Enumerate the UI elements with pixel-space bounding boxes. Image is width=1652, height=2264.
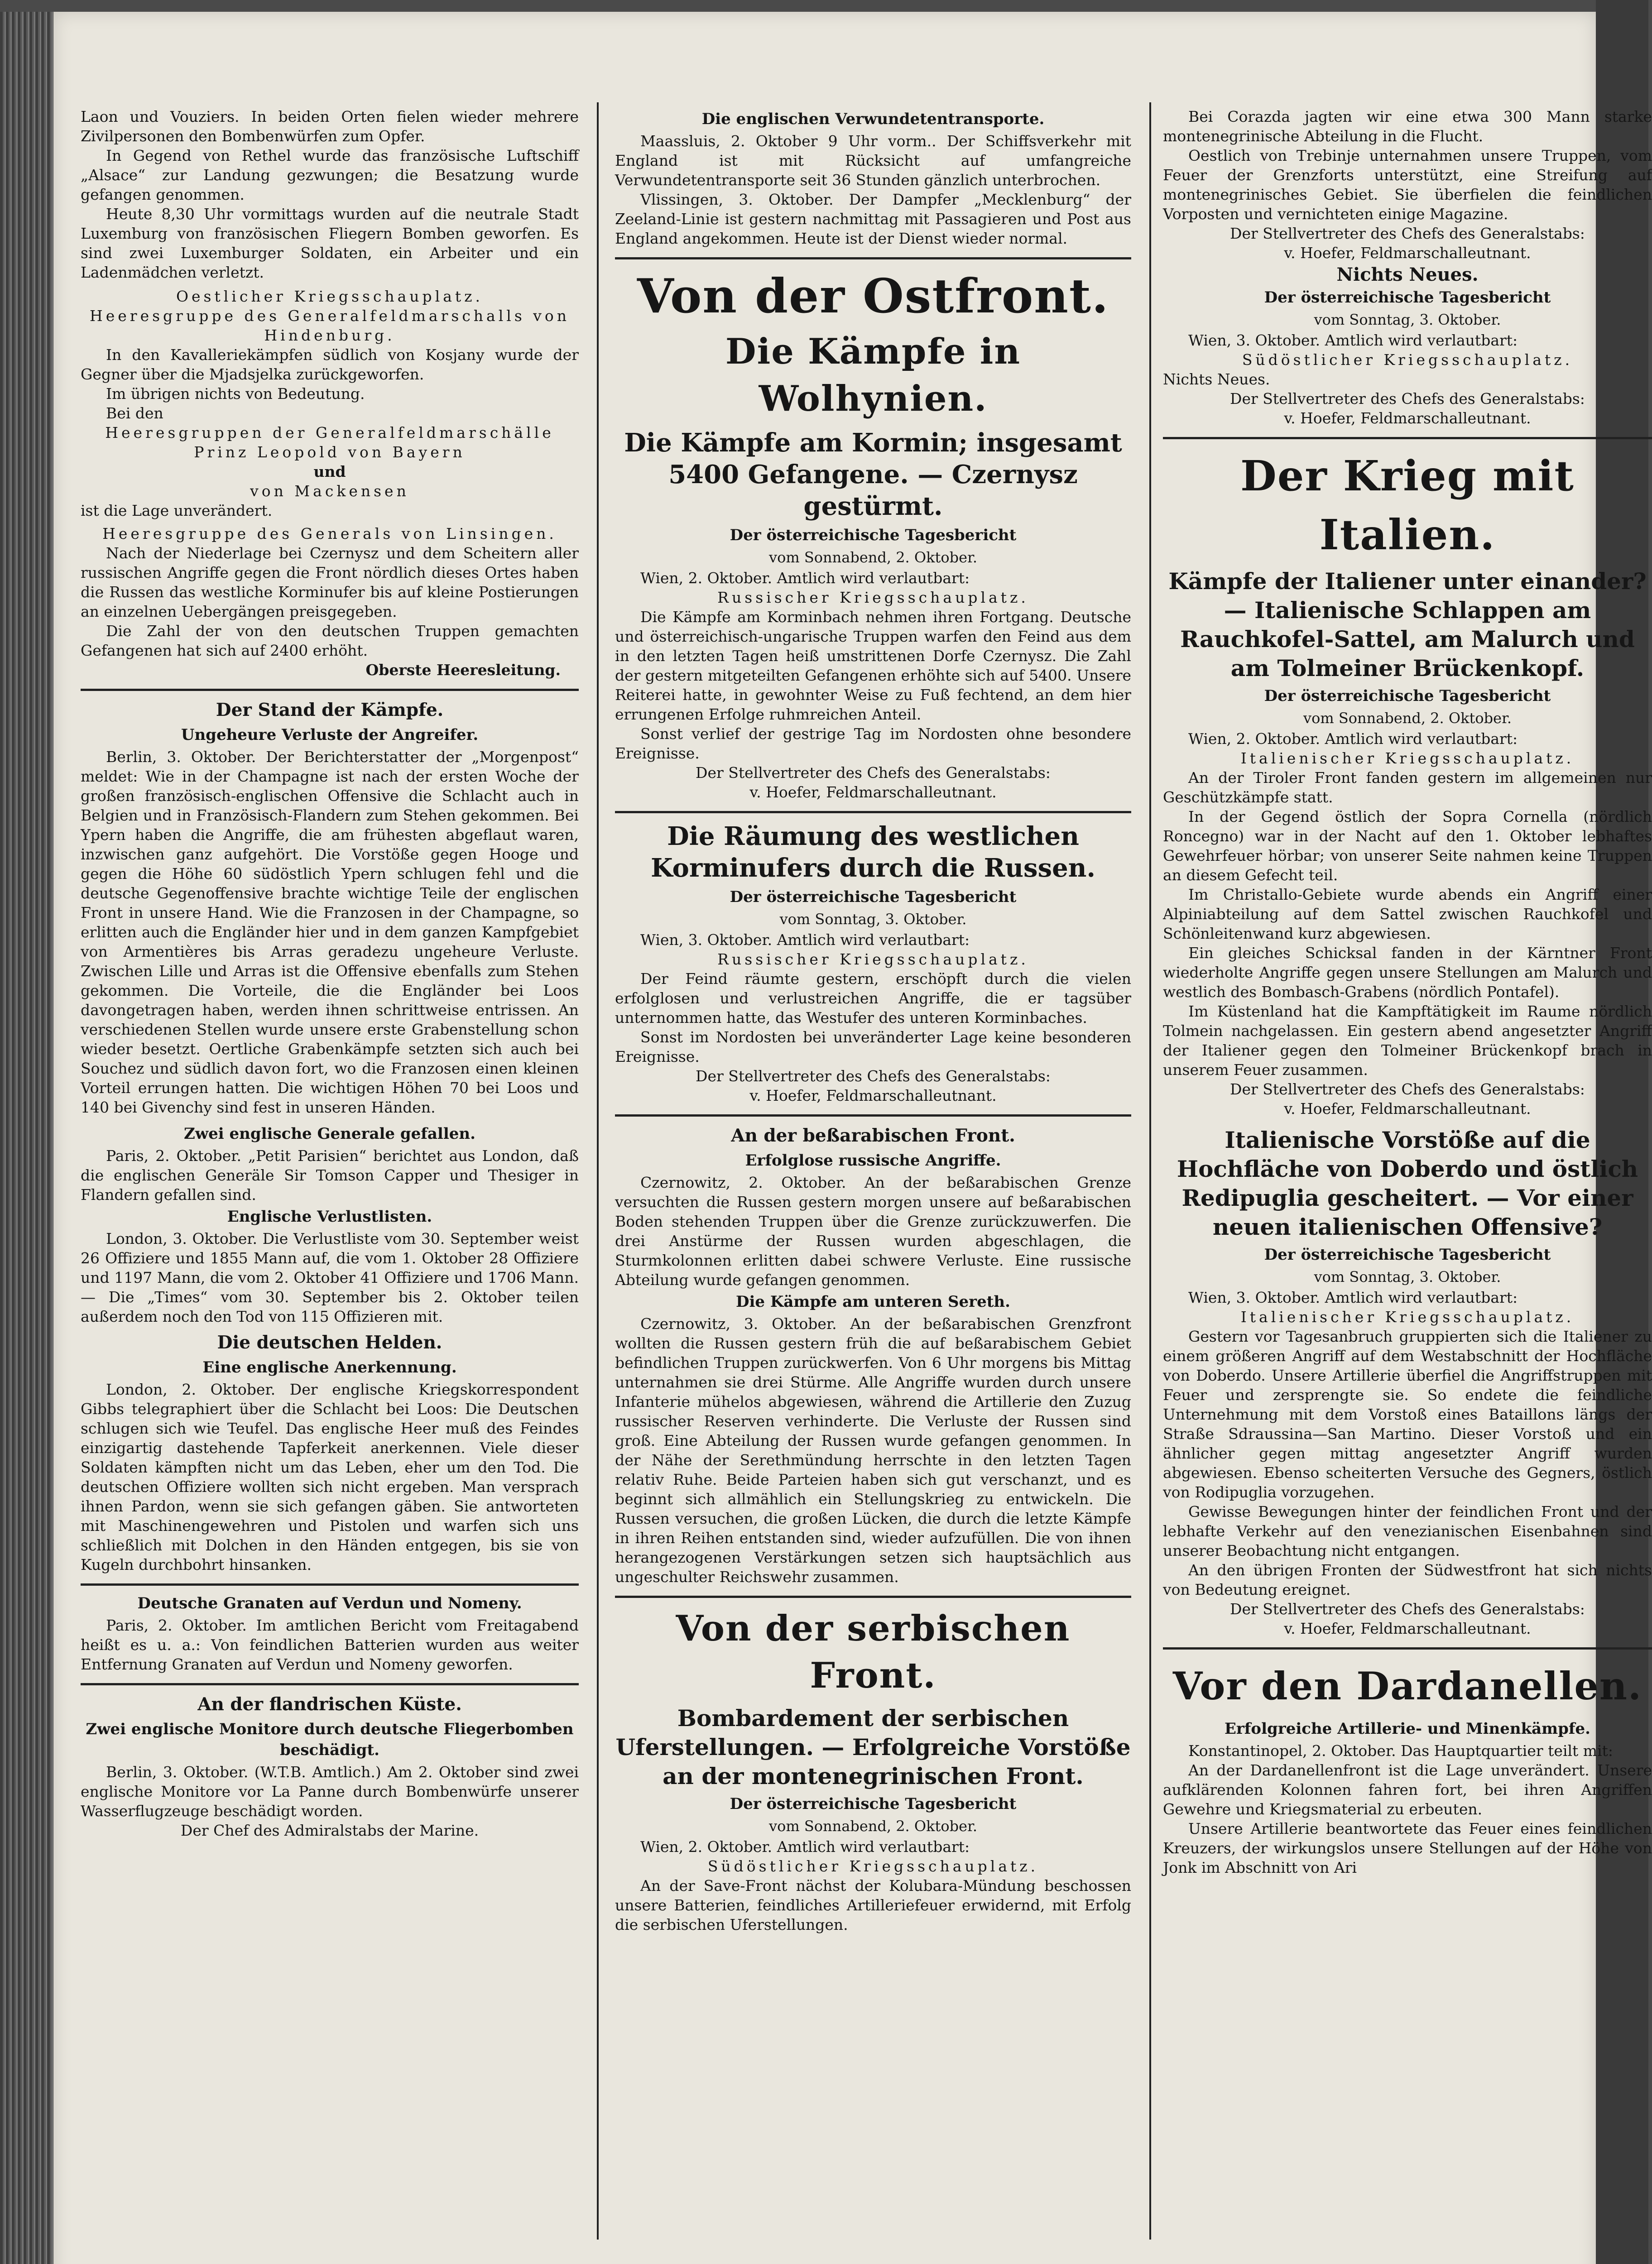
paragraph: In den Kavalleriekämpfen südlich von Kosjany wurde der Gegner über die Mjadsjelka zurückgeworfen. (81, 346, 579, 383)
divider (1163, 437, 1652, 439)
article-subtitle: Erfolgreiche Artillerie- und Minenkämpfe. (1224, 1720, 1591, 1738)
theater-heading: Italienischer Kriegsschauplatz. (1240, 1308, 1575, 1326)
theater-heading: Russischer Kriegsschauplatz. (717, 589, 1029, 606)
main-headline: Vor den Dardanellen. (1172, 1664, 1642, 1708)
lead-headline: Die Räumung des westlichen Korminufers durch die Russen. (651, 821, 1095, 883)
article-title: Die deutschen Helden. (217, 1332, 442, 1353)
divider (81, 1583, 579, 1586)
dateline: Wien, 2. Oktober. Amtlich wird verlautbart: (1188, 730, 1518, 748)
report-date: vom Sonntag, 3. Oktober. (1314, 1268, 1501, 1285)
section-heading: von Mackensen (250, 482, 409, 500)
signature: v. Hoefer, Feldmarschalleutnant. (1284, 244, 1531, 262)
main-headline: Von der serbischen Front. (676, 1608, 1071, 1696)
article-subtitle: Zwei englische Monitore durch deutsche Fliegerbomben beschädigt. (86, 1720, 574, 1759)
section-heading: Oestlicher Kriegsschauplatz. (176, 288, 484, 305)
main-headline: Von der Ostfront. (637, 268, 1109, 324)
report-heading: Der österreichische Tagesbericht (730, 888, 1017, 906)
notice: Nichts Neues. (1336, 264, 1479, 285)
report-heading: Der österreichische Tagesbericht (730, 526, 1017, 544)
report-date: vom Sonnabend, 2. Oktober. (768, 549, 978, 566)
report-heading: Der österreichische Tagesbericht (730, 1795, 1017, 1813)
paragraph: Nach der Niederlage bei Czernysz und dem Scheitern aller russischen Angriffe gegen die Front nördlich dieses Ortes haben die Russen das westliche Korminufer bis auf kleine Postierungen an einzelnen Uebergängen preisgegeben. (81, 544, 579, 620)
paragraph: Bei den (106, 404, 163, 422)
paragraph: Heute 8,30 Uhr vormittags wurden auf die neutrale Stadt Luxemburg von französischen Fliegern Bomben geworfen. Es sind zwei Luxemburger Soldaten, ein Arbeiter und ein Ladenmädchen verletzt. (81, 205, 579, 281)
signature: v. Hoefer, Feldmarschalleutnant. (1284, 1100, 1531, 1118)
binding-gutter (0, 12, 53, 2264)
signature: Der Stellvertreter des Chefs des Generalstabs: (1230, 225, 1585, 242)
column-1 (81, 107, 579, 2262)
paragraph: Der Feind räumte gestern, erschöpft durch die vielen erfolglosen und verlustreichen Angriffe, die er tagsüber unternommen hatte, das Westufer des unteren Korminbaches. (615, 970, 1131, 1026)
paragraph: Sonst verlief der gestrige Tag im Nordosten ohne besondere Ereignisse. (615, 725, 1131, 762)
signature: Der Stellvertreter des Chefs des Generalstabs: (1230, 390, 1585, 408)
section-heading: Heeresgruppen der Generalfeldmarschälle Prinz Leopold von Bayern (105, 424, 554, 461)
paragraph: In der Gegend östlich der Sopra Cornella (nördlich Roncegno) war in der Nacht auf den 1. Oktober lebhaftes Gewehrfeuer hörbar; von unserer Seite nahmen keine Truppen an diesem Gefecht teil. (1163, 808, 1652, 884)
paragraph: Sonst im Nordosten bei unveränderter Lage keine besonderen Ereignisse. (615, 1028, 1131, 1065)
dateline: Wien, 3. Oktober. Amtlich wird verlautbart: (1188, 1289, 1518, 1306)
paragraph: An der Dardanellenfront ist die Lage unverändert. Unsere aufklärenden Kolonnen fahren fort, bei ihren Angriffen Gewehre und Kriegsmaterial zu erbeuten. (1163, 1761, 1652, 1818)
section-headline: Die Kämpfe in Wolhynien. (725, 331, 1021, 419)
paragraph: Berlin, 3. Oktober. (W.T.B. Amtlich.) Am 2. Oktober sind zwei englische Monitore vor La Panne durch Bombenwürfe unserer Wasserflugzeuge beschädigt worden. (81, 1763, 579, 1820)
lead-headline: Italienische Vorstöße auf die Hochfläche von Doberdo und östlich Redipuglia gescheitert. — Vor einer neuen italienischen Offensive? (1177, 1127, 1638, 1240)
paragraph: Gestern vor Tagesanbruch gruppierten sich die Italiener zu einem größeren Angriff auf dem Westabschnitt der Hochfläche von Doberdo. Unsere Artillerie überfiel die Angriffstruppen mit Feuer und zersprengte sie. So endete die feindliche Unternehmung mit dem Vorstoß eines Bataillons längs der Straße Sdraussina—San Martino. Dieser Vorstoß und ein ähnlicher gegen mittag angesetzter Angriff wurden abgewiesen. Ebenso scheiterten Versuche des Gegners, östlich von Rodipuglia vorzugehen. (1163, 1328, 1652, 1501)
lead-headline: Bombardement der serbischen Uferstellungen. — Erfolgreiche Vorstöße an der montenegrinischen Front. (615, 1705, 1131, 1789)
dateline: Wien, 2. Oktober. Amtlich wird verlautbart: (640, 569, 970, 587)
article-subtitle: Ungeheure Verluste der Angreifer. (181, 726, 479, 744)
signature: Der Stellvertreter des Chefs des Generalstabs: (696, 764, 1051, 782)
paragraph: Nichts Neues. (1163, 370, 1270, 388)
paragraph: Czernowitz, 3. Oktober. An der beßarabischen Grenzfront wollten die Russen gestern früh die auf beßarabischem Gebiet befindlichen Truppen zurückwerfen. Von 6 Uhr morgens bis Mittag unternahmen sie drei Stürme. Alle Angriffe wurden durch unsere Infanterie mühelos abgewiesen, während die Artillerie den Zuzug russischer Reserven verhinderte. Die Verluste der Russen sind groß. Eine Abteilung der Russen wurde gefangen genommen. In der Nähe der Serethmündung herrschte in den letzten Tagen relativ Ruhe. Beide Parteien haben sich gut verschanzt, und es beginnt sich allmählich ein Stellungskrieg zu entwickeln. Die Russen versuchen, die großen Lücken, die durch die letzte Kämpfe in ihren Reihen entstanden sind, wieder aufzufüllen. Die von ihnen herangezogenen Verstärkungen setzen sich hauptsächlich aus ungeschulter Reichswehr zusammen. (615, 1315, 1131, 1586)
paragraph: Die Zahl der von den deutschen Truppen gemachten Gefangenen hat sich auf 2400 erhöht. (81, 622, 579, 659)
paragraph: ist die Lage unverändert. (81, 502, 273, 519)
signature: Der Chef des Admiralstabs der Marine. (180, 1822, 479, 1839)
paragraph: London, 2. Oktober. Der englische Kriegskorrespondent Gibbs telegraphiert über die Schlacht bei Loos: Die Deutschen schlugen sich wie Teufel. Das englische Heer muß des Feindes einzigartig dastehende Tapferkeit anerkennen. Viele dieser Soldaten kämpften nicht um das Leben, eher um den Tod. Die deutschen Offiziere wollten sich nicht ergeben. Man versprach ihnen Pardon, wenn sie sich gefangen gäben. Sie antworteten mit Maschinengewehren und Pistolen und warfen sich uns schließlich mit Dolchen in den Händen entgegen, bis sie von Kugeln durchbohrt hinsanken. (81, 1381, 579, 1573)
article-title: Englische Verlustlisten. (227, 1208, 432, 1226)
divider (1163, 1647, 1652, 1650)
paragraph: Unsere Artillerie beantwortete das Feuer eines feindlichen Kreuzers, der wirkungslos unsere Stellungen auf der Höhe von Jonk im Abschnitt von Ari (1163, 1820, 1652, 1876)
signature: v. Hoefer, Feldmarschalleutnant. (749, 783, 997, 801)
paragraph: Im übrigen nichts von Bedeutung. (106, 385, 365, 403)
report-date: vom Sonntag, 3. Oktober. (1314, 311, 1501, 328)
signature: Der Stellvertreter des Chefs des Generalstabs: (1230, 1600, 1585, 1618)
divider (615, 811, 1131, 813)
signature: Oberste Heeresleitung. (365, 661, 561, 679)
article-title: Der Stand der Kämpfe. (216, 700, 444, 720)
theater-heading: Südöstlicher Kriegsschauplatz. (1242, 351, 1573, 369)
divider (615, 1114, 1131, 1117)
section-heading: Heeresgruppe des Generals von Linsingen. (102, 525, 557, 542)
article-title: An der beßarabischen Front. (731, 1125, 1015, 1146)
paragraph: Czernowitz, 2. Oktober. An der beßarabischen Grenze versuchten die Russen gestern morgen unsere auf beßarabischen Boden stehenden Truppen über die Grenze zurückzuwerfen. Die drei Anstürme der Russen wurden abgeschlagen, die Sturmkolonnen erlitten dabei schwere Verluste. Eine russische Abteilung wurde gefangen genommen. (615, 1174, 1131, 1289)
divider (615, 1596, 1131, 1598)
column-rule (1149, 102, 1151, 2240)
paragraph: Maassluis, 2. Oktober 9 Uhr vorm.. Der Schiffsverkehr mit England ist mit Rücksicht auf umfangreiche Verwundetentransporte seit 36 Stunden gänzlich unterbrochen. (615, 132, 1131, 189)
dateline: Wien, 3. Oktober. Amtlich wird verlautbart: (640, 931, 970, 949)
paragraph: Konstantinopel, 2. Oktober. Das Hauptquartier teilt mit: (1188, 1742, 1614, 1760)
paragraph: Im Christallo-Gebiete wurde abends ein Angriff einer Alpiniabteilung auf dem Sattel zwischen Rauchkofel und Schönleitenwand kurz abgewiesen. (1163, 886, 1652, 942)
divider (615, 257, 1131, 259)
column-3 (1163, 107, 1652, 2264)
lead-headline: Die Kämpfe am Kormin; insgesamt 5400 Gefangene. — Czernysz gestürmt. (624, 428, 1122, 521)
report-heading: Der österreichische Tagesbericht (1264, 687, 1551, 705)
section-heading: Heeresgruppe des Generalfeldmarschalls von Hindenburg. (89, 307, 570, 344)
signature: v. Hoefer, Feldmarschalleutnant. (1284, 409, 1531, 427)
paragraph: An den übrigen Fronten der Südwestfront hat sich nichts von Bedeutung ereignet. (1163, 1561, 1652, 1598)
article-title: Die englischen Verwundetentransporte. (701, 110, 1045, 128)
dateline: Wien, 3. Oktober. Amtlich wird verlautbart: (1188, 331, 1518, 349)
paragraph: An der Tiroler Front fanden gestern im allgemeinen nur Geschützkämpfe statt. (1163, 769, 1652, 806)
main-headline: Der Krieg mit Italien. (1240, 451, 1575, 559)
column-2 (615, 107, 1131, 2264)
signature: v. Hoefer, Feldmarschalleutnant. (749, 1087, 997, 1104)
report-date: vom Sonntag, 3. Oktober. (779, 911, 967, 928)
signature: Der Stellvertreter des Chefs des Generalstabs: (1230, 1080, 1585, 1098)
report-date: vom Sonnabend, 2. Oktober. (768, 1818, 978, 1835)
section-heading: und (313, 463, 346, 480)
theater-heading: Italienischer Kriegsschauplatz. (1240, 749, 1575, 767)
paragraph: Im Küstenland hat die Kampftätigkeit im Raume nördlich Tolmein nachgelassen. Ein gestern abend angesetzter Angriff der Italiener gegen den Tolmeiner Brückenkopf brach in unserem Feuer zusammen. (1163, 1002, 1652, 1079)
article-title: Deutsche Granaten auf Verdun und Nomeny. (137, 1594, 522, 1612)
paragraph: Die Kämpfe am Korminbach nehmen ihren Fortgang. Deutsche und österreichisch-ungarische Truppen warfen den Feind aus dem in den letzten Tagen heiß umstrittenen Dorfe Czernysz. Die Zahl der gestern mitgeteilten Gefangenen erhöhte sich auf 5400. Unsere Reiterei hatte, in gewohnter Weise zu Fuß fechtend, an dem hier errungenen Erfolge ruhmreichen Anteil. (615, 608, 1131, 723)
article-subtitle: Eine englische Anerkennung. (202, 1358, 457, 1377)
lead-headline: Kämpfe der Italiener unter einander? — Italienische Schlappen am Rauchkofel-Sattel, am Malurch und am Tolmeiner Brückenkopf. (1168, 568, 1647, 681)
newspaper-page (53, 12, 1652, 2264)
report-date: vom Sonnabend, 2. Oktober. (1303, 710, 1512, 727)
paragraph: Paris, 2. Oktober. Im amtlichen Bericht vom Freitagabend heißt es u. a.: Von feindlichen Batterien wurden aus weiter Entfernung Granaten auf Verdun und Nomeny geworfen. (81, 1616, 579, 1673)
article-title: An der flandrischen Küste. (197, 1694, 462, 1715)
paragraph: Paris, 2. Oktober. „Petit Parisien“ berichtet aus London, daß die englischen Generäle Sir Tomson Capper und Thesiger in Flandern gefallen sind. (81, 1147, 579, 1204)
signature: Der Stellvertreter des Chefs des Generalstabs: (696, 1067, 1051, 1085)
paragraph: Oestlich von Trebinje unternahmen unsere Truppen, vom Feuer der Grenzforts unterstützt, eine Streifung auf montenegrinisches Gebiet. Sie überfielen die feindlichen Vorposten und vernichteten einige Magazine. (1163, 147, 1652, 223)
article-subtitle: Erfolglose russische Angriffe. (745, 1151, 1001, 1170)
paragraph: Ein gleiches Schicksal fanden in der Kärntner Front wiederholte Angriffe gegen unsere Stellungen am Malurch und westlich des Bombasch-Grabens (nördlich Pontafel). (1163, 944, 1652, 1001)
divider (81, 689, 579, 691)
theater-heading: Südöstlicher Kriegsschauplatz. (707, 1857, 1039, 1875)
divider (81, 1683, 579, 1685)
paragraph: Gewisse Bewegungen hinter der feindlichen Front und der lebhafte Verkehr auf den venezianischen Eisenbahnen sind unserer Beobachtung nicht entgangen. (1163, 1503, 1652, 1559)
report-heading: Der österreichische Tagesbericht (1264, 288, 1551, 307)
report-heading: Der österreichische Tagesbericht (1264, 1246, 1551, 1264)
paragraph: Bei Corazda jagten wir eine etwa 300 Mann starke montenegrinische Abteilung in die Flucht. (1163, 108, 1652, 145)
signature: v. Hoefer, Feldmarschalleutnant. (1284, 1620, 1531, 1637)
column-rule (597, 102, 599, 2240)
paragraph: London, 3. Oktober. Die Verlustliste vom 30. September weist 26 Offiziere und 1855 Mann auf, die vom 1. Oktober 28 Offiziere und 1197 Mann, die vom 2. Oktober 41 Offiziere und 1706 Mann. — Die „Times“ vom 30. September bis 2. Oktober teilen außerdem noch den Tod von 115 Offizieren mit. (81, 1230, 579, 1325)
paragraph: An der Save-Front nächst der Kolubara-Mündung beschossen unsere Batterien, feindliches Artilleriefeuer erwidernd, mit Erfolg die serbischen Uferstellungen. (615, 1877, 1131, 1933)
paragraph: Berlin, 3. Oktober. Der Berichterstatter der „Morgenpost“ meldet: Wie in der Champagne ist nach der ersten Woche der großen französisch-englischen Offensive die Schlacht auch in Belgien und in Französisch-Flandern zum Stehen gekommen. Bei Ypern haben die Angriffe, die am frühesten abgeflaut waren, inzwischen ganz aufgehört. Die Vorstöße gegen Hooge und gegen die Höhe 60 südöstlich Ypern schlugen fehl und die deutsche Gegenoffensive brachte wichtige Teile der englischen Front in unsere Hand. Wie die Franzosen in der Champagne, so erlitten auch die Engländer hier und in dem ganzen Kampfgebiet von Armentières bis Arras geradezu ungeheure Verluste. Zwischen Lille und Arras ist die Offensive ebenfalls zum Stehen gekommen. Die Vorteile, die die Engländer bei Loos davongetragen haben, werden ihnen schrittweise entrissen. An verschiedenen Stellen wurde unsere erste Grabenstellung schon wieder besetzt. Oertliche Grabenkämpfe setzten sich auch bei Souchez und südlich davon fort, wo die Franzosen einen kleinen Vorteil errungen hatten. Die wichtigen Höhen 70 bei Loos und 140 bei Givenchy sind fest in unseren Händen. (81, 748, 579, 1116)
paragraph: Vlissingen, 3. Oktober. Der Dampfer „Mecklenburg“ der Zeeland-Linie ist gestern nachmittag mit Passagieren und Post aus England angekommen. Heute ist der Dienst wieder normal. (615, 191, 1131, 247)
dateline: Wien, 2. Oktober. Amtlich wird verlautbart: (640, 1838, 970, 1856)
article-title: Zwei englische Generale gefallen. (184, 1125, 475, 1143)
paragraph: Laon und Vouziers. In beiden Orten fielen wieder mehrere Zivilpersonen den Bombenwürfen zum Opfer. (81, 108, 579, 145)
paragraph: In Gegend von Rethel wurde das französische Luftschiff „Alsace“ zur Landung gezwungen; die Besatzung wurde gefangen genommen. (81, 147, 579, 203)
article-title: Die Kämpfe am unteren Sereth. (735, 1293, 1010, 1311)
theater-heading: Russischer Kriegsschauplatz. (717, 950, 1029, 968)
